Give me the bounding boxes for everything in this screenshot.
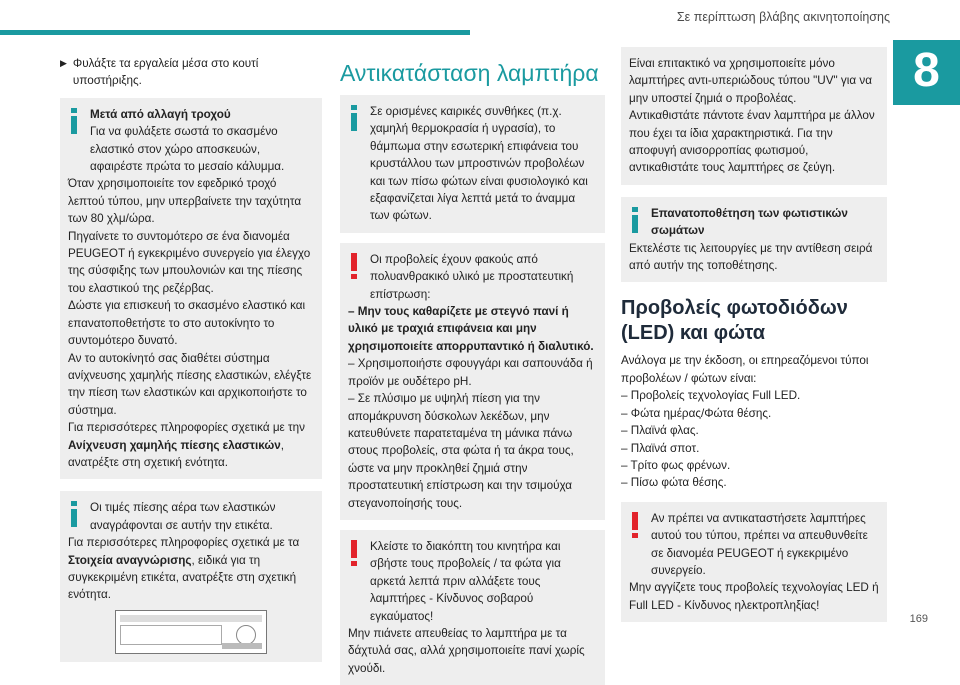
- note-paragraph: Δώστε για επισκευή το σκασμένο ελαστικό και επανατοποθετήστε το στο αυτοκίνητο το συντομότερο δυνατό.: [68, 299, 306, 348]
- list-item: – Πλαϊνά σποτ.: [621, 441, 700, 455]
- note-paragraph: Σε ορισμένες καιρικές συνθήκες (π.χ. χαμηλή θερμοκρασία ή υγρασία), το θάμπωμα στην εσωτερική επιφάνεια του κρυστάλλου των μπροστινών προβολέων και των πίσω φώτων είναι φυσιολογικό και εξαφανίζεται λίγα λεπτά μετά το άναμμα των φώτων.: [370, 105, 588, 223]
- list-item: – Τρίτο φως φρένων.: [621, 458, 731, 472]
- note-paragraph: Αν πρέπει να αντικαταστήσετε λαμπτήρες αυτού του τύπου, πρέπει να απευθυνθείτε σε διανομέα PEUGEOT ή εγκεκριμένο συνεργείο.: [651, 511, 868, 577]
- note-paragraph: Πηγαίνετε το συντομότερο σε ένα διανομέα PEUGEOT ή εγκεκριμένο συνεργείο για έλεγχο της σύσφιξης των μπουλονιών και της πίεσης του ελαστικού της ρεζέρβας.: [68, 229, 311, 295]
- note-paragraph: Για να φυλάξετε σωστά το σκασμένο ελαστικό στον χώρο αποσκευών, αφαιρέστε πρώτα το μεσαίο κάλυμμα.: [90, 125, 285, 174]
- note-paragraph: Οι τιμές πίεσης αέρα των ελαστικών αναγράφονται σε αυτήν την ετικέτα.: [90, 501, 276, 532]
- note-paragraph: Αντικαθιστάτε πάντοτε έναν λαμπτήρα με άλλον που έχει τα ίδια χαρακτηριστικά. Για την αποφυγή ανισορροπίας φωτισμού, αντικαθιστάτε τους λαμπτήρες σε ζεύγη.: [629, 109, 875, 175]
- column-2: [340, 55, 605, 685]
- note-bullet: – Σε πλύσιμο με υψηλή πίεση για την απομάκρυνση δύσκολων λεκέδων, μην κατευθύνετε παρατεταμένα τη μάνικα πάνω στους προβολείς, στα φώτα ή τα άκρα τους, ώστε να μην προκληθεί ζημιά στην προστατευτική επίστρωση και την τσιμούχα στεγανοποίησής τους.: [348, 392, 574, 510]
- note-paragraph: Εκτελέστε τις λειτουργίες με την αντίθεση σειρά από αυτήν της τοποθέτησης.: [629, 241, 873, 273]
- chapter-number: 8: [893, 40, 960, 105]
- column-1: [60, 55, 322, 662]
- note-title: Επανατοποθέτηση των φωτιστικών σωμάτων: [651, 206, 848, 238]
- header-accent-bar: [0, 30, 470, 35]
- warning-note-lenses: [340, 243, 605, 520]
- section-title: Αντικατάσταση λαμπτήρα: [340, 60, 599, 86]
- triangle-bullet-icon: ▶: [60, 58, 67, 68]
- info-note-tire-change: [60, 98, 322, 480]
- info-note-fogging: [340, 95, 605, 233]
- info-icon: [629, 207, 641, 233]
- warning-note-led: [621, 502, 887, 622]
- note-paragraph: Είναι επιτακτικό να χρησιμοποιείτε μόνο λαμπτήρες αντι-υπεριώδους τύπου "UV" για να μην υποστεί ζημιά ο προβολέας.: [629, 57, 872, 105]
- list-item: – Προβολείς τεχνολογίας Full LED.: [621, 389, 801, 403]
- list-item: – Πλαϊνά φλας.: [621, 424, 699, 438]
- info-icon: [68, 108, 80, 134]
- warning-icon: [348, 253, 360, 279]
- led-section-title: Προβολείς φωτοδιόδων (LED) και φώτα: [621, 297, 848, 345]
- note-bullet: – Χρησιμοποιήστε σφουγγάρι και σαπουνάδα ή προϊόν με ουδέτερο pH.: [348, 357, 593, 388]
- info-note-refit: [621, 197, 887, 283]
- info-note-tire-pressure: [60, 491, 322, 661]
- intro-bullet: [60, 55, 322, 90]
- note-paragraph: Για περισσότερες πληροφορίες σχετικά με τα Στοιχεία αναγνώρισης, ειδικά για τη συγκεκριμένη ετικέτα, ανατρέξτε στη σχετική ενότητα.: [68, 536, 300, 602]
- page-header-title: Σε περίπτωση βλάβης ακινητοποίησης: [676, 10, 890, 24]
- note-bullet: – Μην τους καθαρίζετε με στεγνό πανί ή υλικό με τραχιά επιφάνεια και μην χρησιμοποιείτε απορρυπαντικό ή διαλυτικό.: [348, 305, 594, 353]
- info-icon: [348, 105, 360, 131]
- intro-text: Φυλάξτε τα εργαλεία μέσα στο κουτί υποστήριξης.: [72, 57, 259, 88]
- cross-reference: Ανίχνευση χαμηλής πίεσης ελαστικών: [68, 438, 281, 452]
- note-paragraph: Όταν χρησιμοποιείτε τον εφεδρικό τροχό λεπτού τύπου, μην υπερβαίνετε την ταχύτητα των 80 χλμ/ώρα.: [68, 177, 302, 226]
- page-number: 169: [909, 613, 928, 625]
- led-list: [621, 387, 887, 491]
- column-3: [621, 47, 887, 622]
- tire-pressure-label-image: [115, 610, 267, 654]
- list-item: – Πίσω φώτα θέσης.: [621, 476, 727, 490]
- note-paragraph: Αν το αυτοκίνητό σας διαθέτει σύστημα ανίχνευσης χαμηλής πίεσης ελαστικών, ελέγξτε την πίεση των ελαστικών και αρχικοποιήστε το σύστημα.: [68, 351, 312, 417]
- warning-icon: [629, 512, 641, 538]
- note-paragraph: Οι προβολείς έχουν φακούς από πολυανθρακικό υλικό με προστατευτική επίστρωση:: [370, 252, 574, 301]
- note-paragraph: Μην αγγίζετε τους προβολείς τεχνολογίας LED ή Full LED - Κίνδυνος ηλεκτροπληξίας!: [629, 581, 879, 612]
- info-note-uv: [621, 47, 887, 185]
- led-intro: Ανάλογα με την έκδοση, οι επηρεαζόμενοι τύποι προβολέων / φώτων είναι:: [621, 354, 869, 385]
- note-paragraph: Μην πιάνετε απευθείας το λαμπτήρα με τα δάχτυλά σας, αλλά χρησιμοποιείτε πανί χωρίς χνούδι.: [348, 626, 585, 675]
- note-title: Μετά από αλλαγή τροχού: [90, 107, 231, 121]
- warning-icon: [348, 540, 360, 566]
- info-icon: [68, 501, 80, 527]
- list-item: – Φώτα ημέρας/Φώτα θέσης.: [621, 406, 772, 420]
- cross-reference: Στοιχεία αναγνώρισης: [68, 553, 192, 567]
- note-paragraph: Κλείστε το διακόπτη του κινητήρα και σβήστε τους προβολείς / τα φώτα για αρκετά λεπτά πριν αλλάξετε τους λαμπτήρες - Κίνδυνος σοβαρού εγκαύματος!: [370, 539, 561, 623]
- warning-note-burn: [340, 530, 605, 685]
- note-paragraph: Για περισσότερες πληροφορίες σχετικά με την Ανίχνευση χαμηλής πίεσης ελαστικών, ανατρέξτε στη σχετική ενότητα.: [68, 421, 305, 469]
